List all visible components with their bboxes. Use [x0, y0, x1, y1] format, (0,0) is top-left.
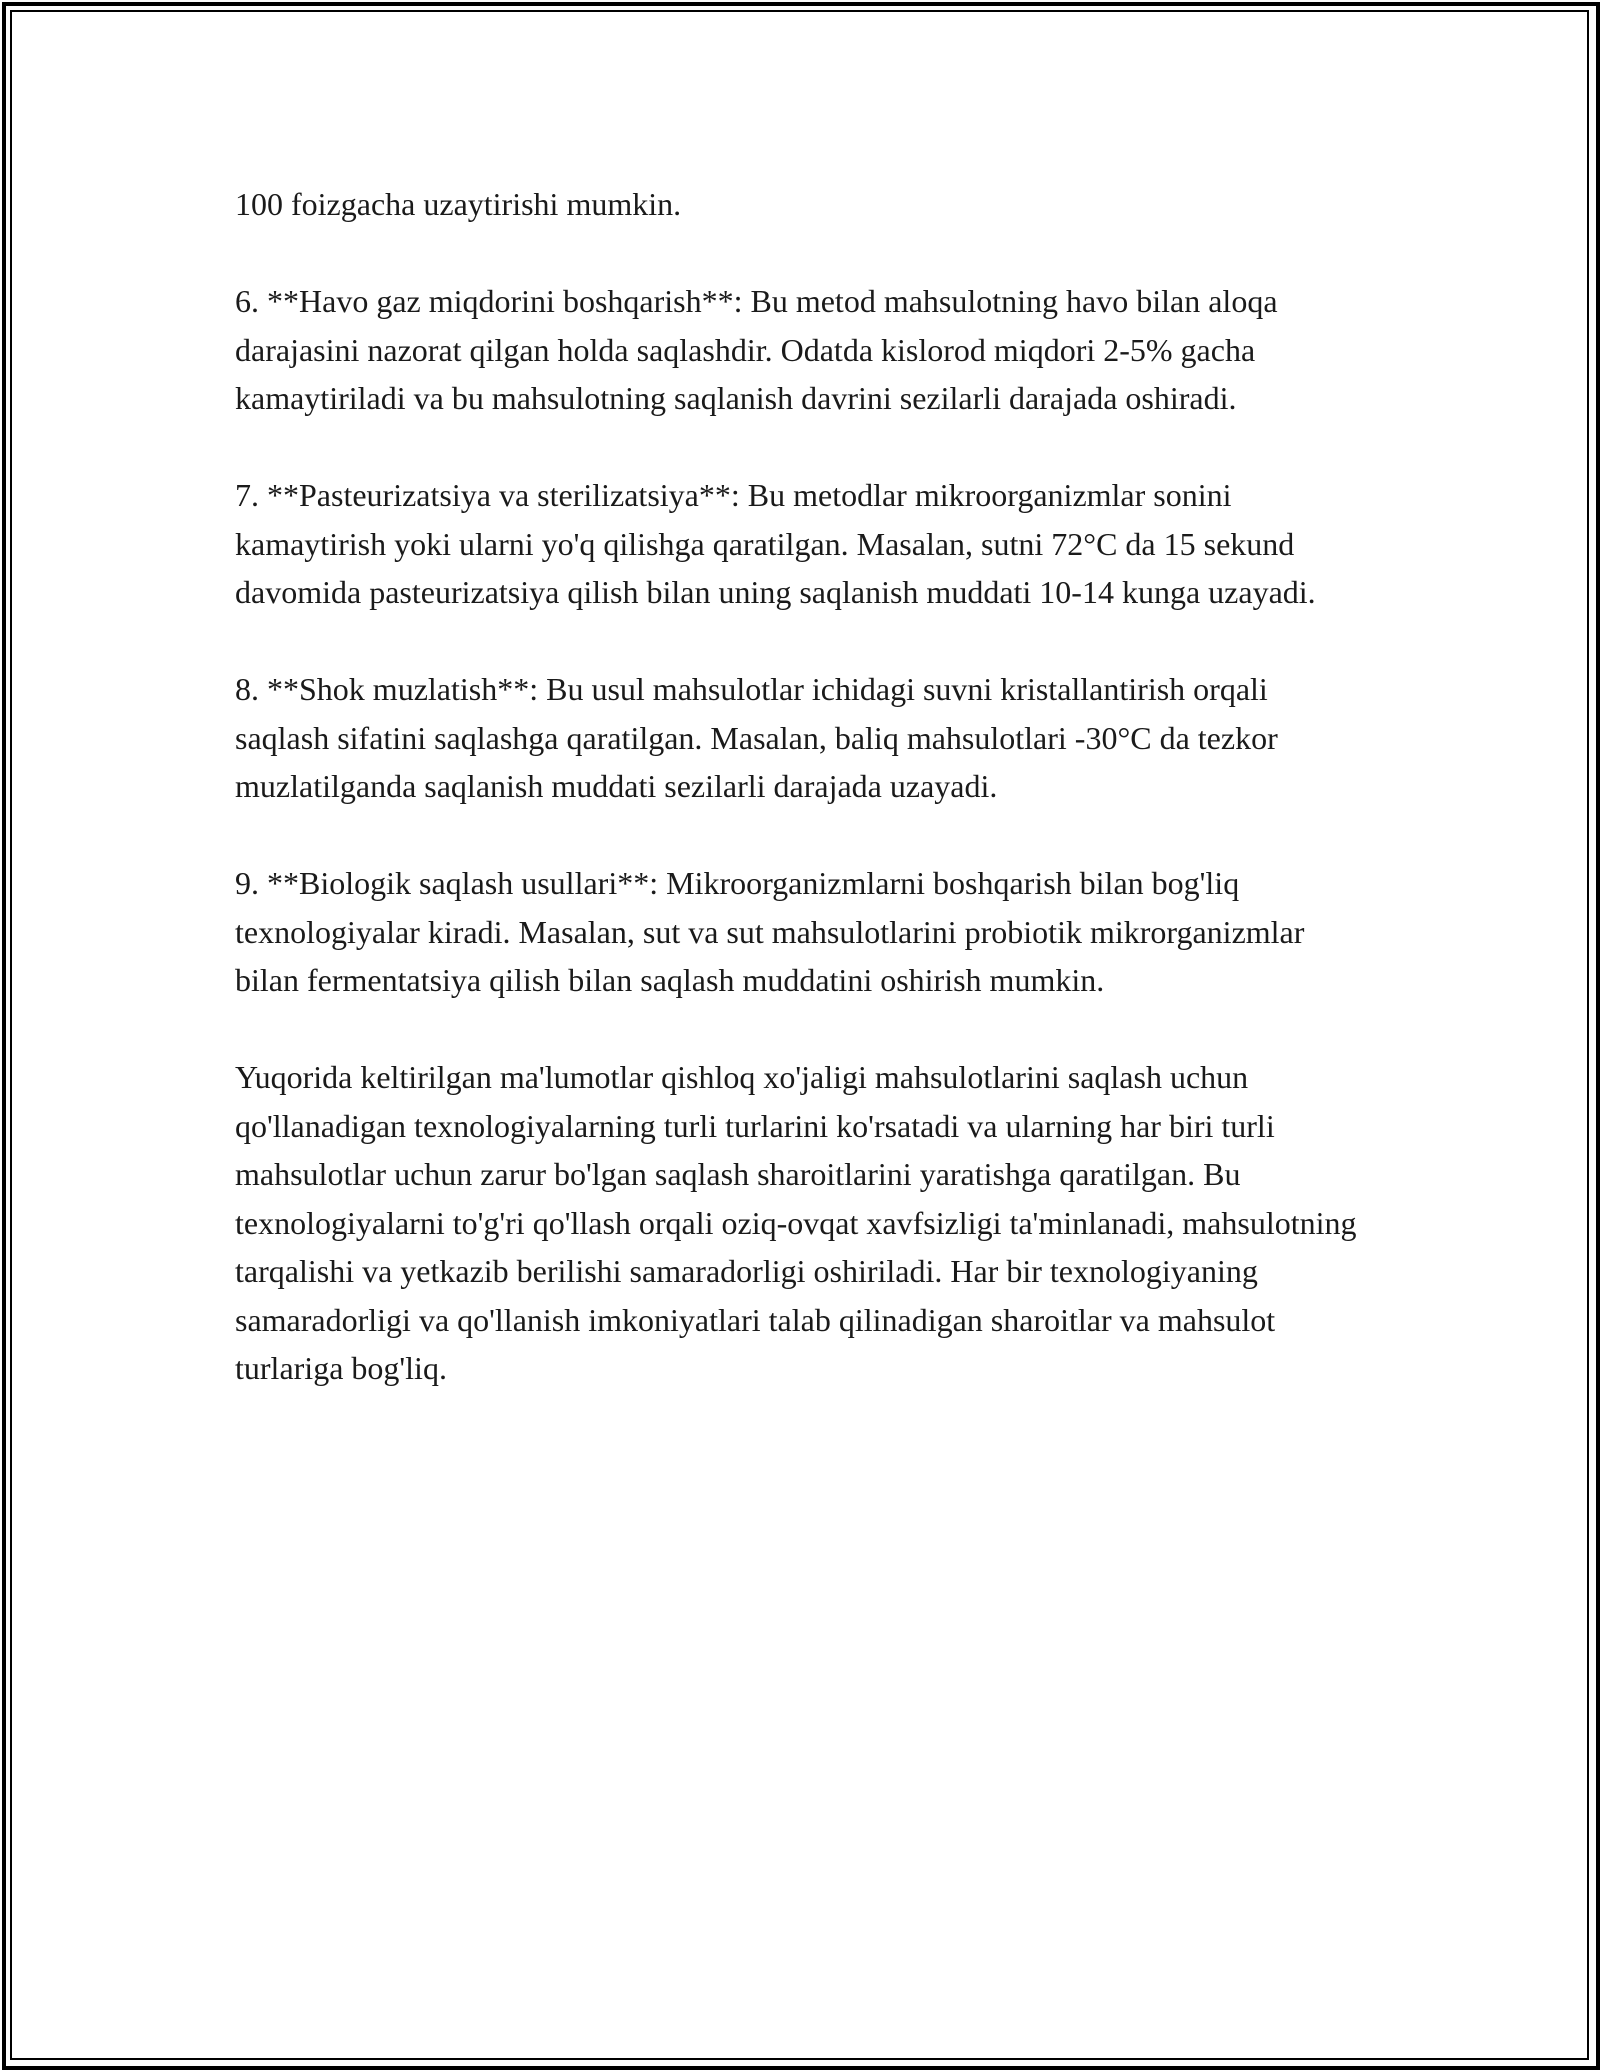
paragraph-item-8: 8. **Shok muzlatish**: Bu usul mahsulotlar ichidagi suvni kristallantirish orqali saqlash sifatini saqlashga qaratilgan. Masalan, baliq mahsulotlari -30°C da tezkor muzlatilganda saqlanish muddati sezilarli darajada uzayadi. — [235, 671, 1278, 804]
paragraph-item-9: 9. **Biologik saqlash usullari**: Mikroorganizmlarni boshqarish bilan bog'liq texnologiyalar kiradi. Masalan, sut va sut mahsulotlarini probiotik mikrorganizmlar bilan fermentatsiya qilish bilan saqlash muddatini oshirish mumkin. — [235, 865, 1305, 998]
document-body — [235, 180, 1365, 1441]
paragraph-conclusion: Yuqorida keltirilgan ma'lumotlar qishloq xo'jaligi mahsulotlarini saqlash uchun qo'llanadigan texnologiyalarning turli turlarini ko'rsatadi va ularning har biri turli mahsulotlar uchun zarur bo'lgan saqlash sharoitlarini yaratishga qaratilgan. Bu texnologiyalarni to'g'ri qo'llash orqali oziq-ovqat xavfsizligi ta'minlanadi, mahsulotning tarqalishi va yetkazib berilishi samaradorligi oshiriladi. Har bir texnologiyaning samaradorligi va qo'llanish imkoniyatlari talab qilinadigan sharoitlar va mahsulot turlariga bog'liq. — [235, 1059, 1357, 1386]
paragraph-continuation: 100 foizgacha uzaytirishi mumkin. — [235, 186, 682, 222]
paragraph-item-6: 6. **Havo gaz miqdorini boshqarish**: Bu metod mahsulotning havo bilan aloqa darajasini nazorat qilgan holda saqlashdir. Odatda kislorod miqdori 2-5% gacha kamaytiriladi va bu mahsulotning saqlanish davrini sezilarli darajada oshiradi. — [235, 283, 1278, 416]
paragraph-item-7: 7. **Pasteurizatsiya va sterilizatsiya**: Bu metodlar mikroorganizmlar sonini kamaytirish yoki ularni yo'q qilishga qaratilgan. Masalan, sutni 72°C da 15 sekund davomida pasteurizatsiya qilish bilan uning saqlanish muddati 10-14 kunga uzayadi. — [235, 477, 1316, 610]
